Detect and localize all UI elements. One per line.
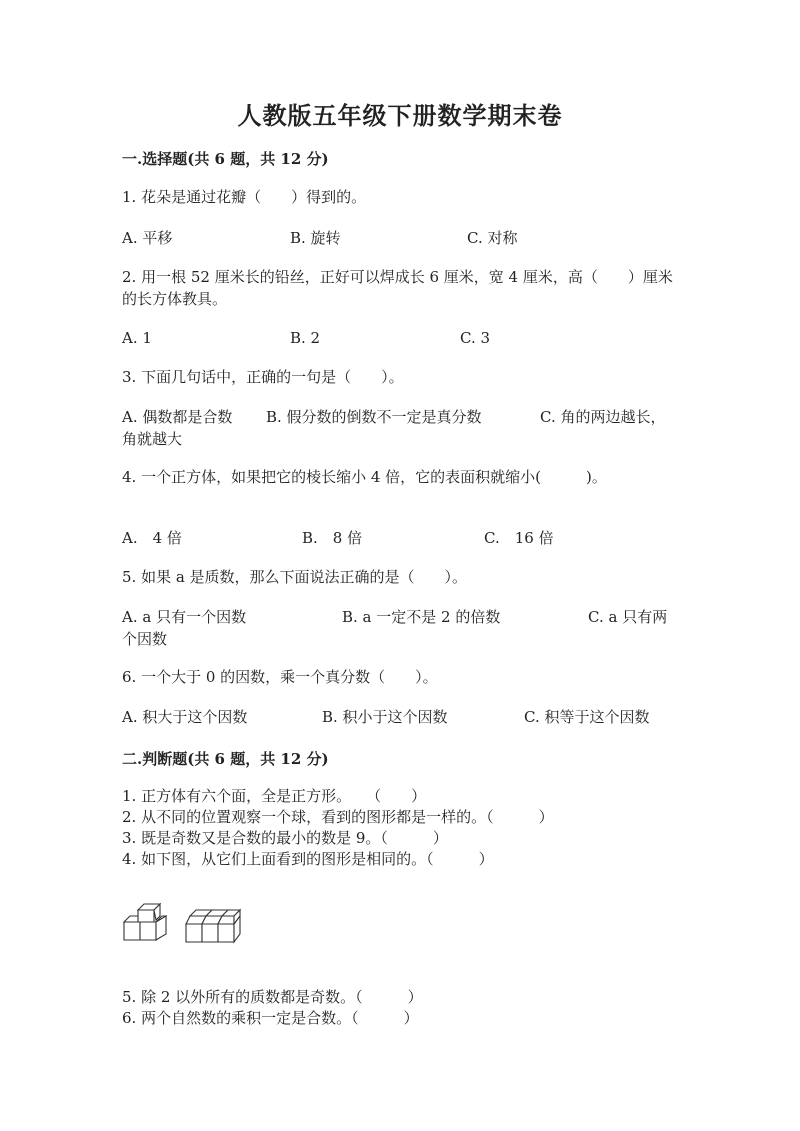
q3-option-b: B. 假分数的倒数不一定是真分数: [266, 408, 482, 426]
q4-option-b: B. 8 倍: [302, 529, 363, 547]
q4-option-c: C. 16 倍: [484, 529, 554, 547]
q6-option-b: B. 积小于这个因数: [322, 708, 448, 726]
cube-figure-left: [124, 904, 166, 940]
judgment-item-2: 2. 从不同的位置观察一个球，看到的图形都是一样的。（ ）: [122, 808, 554, 826]
q2-option-b: B. 2: [290, 329, 321, 347]
question-5: 5. 如果 a 是质数，那么下面说法正确的是（ ）。: [122, 568, 468, 586]
judgment-item-3: 3. 既是奇数又是合数的最小的数是 9。（ ）: [122, 829, 448, 847]
q5-option-a: A. a 只有一个因数: [122, 608, 247, 626]
question-3: 3. 下面几句话中，正确的一句是（ ）。: [122, 368, 404, 386]
question-6: 6. 一个大于 0 的因数，乘一个真分数（ ）。: [122, 668, 438, 686]
judgment-item-1: 1. 正方体有六个面，全是正方形。 （ ）: [122, 787, 427, 805]
question-2: 2. 用一根 52 厘米长的铅丝，正好可以焊成长 6 厘米，宽 4 厘米，高（ ）厘米的长方体教具。: [122, 268, 673, 308]
question-1: 1. 花朵是通过花瓣（ ）得到的。: [122, 188, 367, 206]
question-4: 4. 一个正方体，如果把它的棱长缩小 4 倍，它的表面积就缩小( )。: [122, 468, 607, 486]
q2-option-c: C. 3: [460, 329, 491, 347]
q5-option-c: C. a 只有两: [588, 608, 668, 626]
section-heading-choice: 一.选择题(共 6 题，共 12 分): [122, 150, 329, 168]
q3-option-c: C. 角的两边越长，: [540, 408, 666, 426]
q6-option-a: A. 积大于这个因数: [122, 708, 248, 726]
q1-option-a: A. 平移: [122, 229, 173, 247]
q1-option-c: C. 对称: [467, 229, 518, 247]
judgment-item-6: 6. 两个自然数的乘积一定是合数。（ ）: [122, 1009, 419, 1027]
q1-option-b: B. 旋转: [290, 229, 341, 247]
q3-option-a: A. 偶数都是合数: [122, 408, 233, 426]
q4-option-a: A. 4 倍: [122, 529, 182, 547]
judgment-item-5: 5. 除 2 以外所有的质数都是奇数。（ ）: [122, 988, 423, 1006]
q6-option-c: C. 积等于这个因数: [524, 708, 650, 726]
judgment-item-4: 4. 如下图，从它们上面看到的图形是相同的。（ ）: [122, 850, 494, 868]
section-heading-judgment: 二.判断题(共 6 题，共 12 分): [122, 750, 329, 768]
page-title: 人教版五年级下册数学期末卷: [237, 101, 563, 130]
q5-option-b: B. a 一定不是 2 的倍数: [342, 608, 501, 626]
cube-figure-right: [186, 910, 240, 942]
q2-option-a: A. 1: [122, 329, 152, 347]
cube-figures-image: [120, 902, 250, 948]
q5-option-c-continued: 个因数: [122, 630, 168, 648]
q3-option-c-continued: 角就越大: [122, 430, 183, 448]
